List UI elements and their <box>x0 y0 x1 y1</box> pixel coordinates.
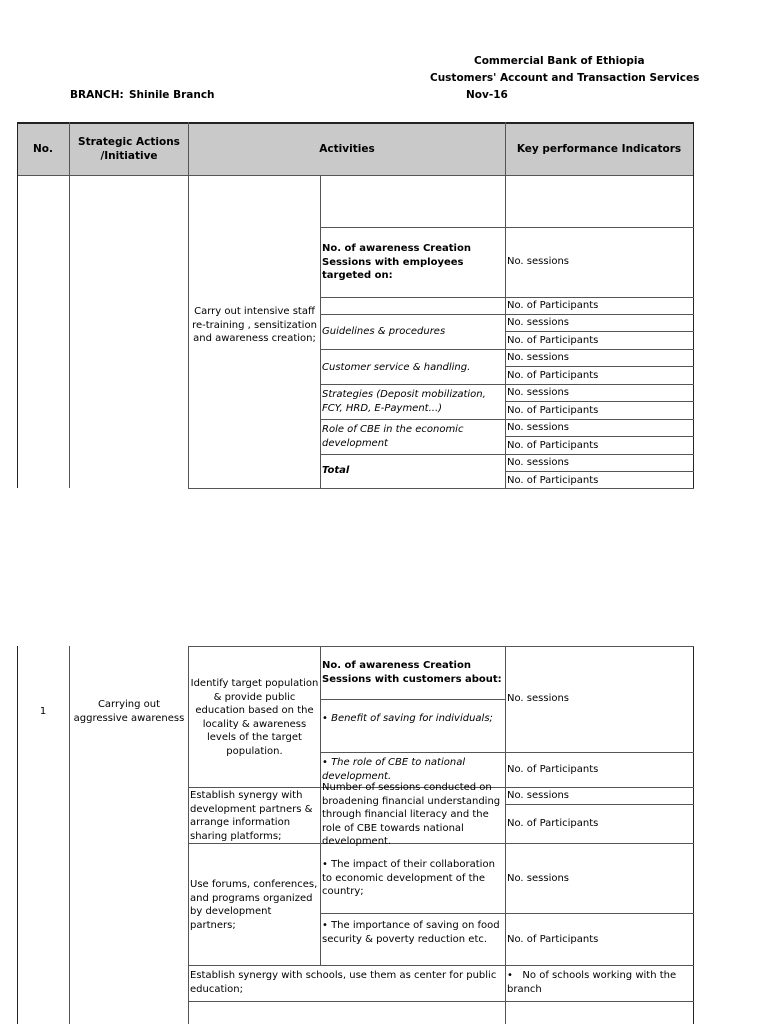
kpi-cell: No. sessions <box>507 387 570 398</box>
kpi-schools: • No of schools working with the branch <box>507 970 680 995</box>
topic-customer-service: Customer service & handling. <box>322 362 471 373</box>
row-number: 1 <box>39 706 47 717</box>
kpi-cell: No. of Participants <box>507 818 599 829</box>
bullet-benefit-saving: • Benefit of saving for individuals; <box>322 713 493 724</box>
kpi-cell: No. of Participants <box>507 764 599 775</box>
col-header-strategic: Strategic Actions /Initiative <box>78 136 180 162</box>
topic-strategies: Strategies (Deposit mobilization, FCY, HRD, E-Payment...) <box>322 389 489 414</box>
bank-name: Commercial Bank of Ethiopia <box>474 55 645 67</box>
kpi-cell: No. sessions <box>507 873 570 884</box>
kpi-cell: No. sessions <box>507 317 570 328</box>
topic-guidelines: Guidelines & procedures <box>322 326 446 337</box>
branch-name: Shinile Branch <box>129 89 215 101</box>
activity-synergy-schools: Establish synergy with schools, use them as center for public education; <box>190 970 500 995</box>
department-name: Customers' Account and Transaction Services <box>430 72 700 84</box>
topic-role-of-cbe: Role of CBE in the economic development <box>322 424 467 449</box>
kpi-cell: No. of Participants <box>507 370 599 381</box>
kpi-cell: No. sessions <box>507 457 570 468</box>
kpi-cell: No. sessions <box>507 693 570 704</box>
col-header-activities: Activities <box>319 143 375 155</box>
activity-use-forums: Use forums, conferences, and programs organized by development partners; <box>190 879 321 931</box>
activity-identify-target: Identify target population & provide public education based on the locality & awareness levels of the target population. <box>190 678 319 757</box>
topic-total: Total <box>322 465 350 476</box>
strategic-action: Carrying out aggressive awareness <box>73 699 185 724</box>
period: Nov-16 <box>466 89 508 101</box>
kpi-cell: No. sessions <box>507 790 570 801</box>
kpi-cell: No. of Participants <box>507 440 599 451</box>
sessions-conducted-text: Number of sessions conducted on broadening financial understanding through financial literacy and the role of CBE towards national development. <box>322 782 504 847</box>
employee-sessions-heading: No. of awareness Creation Sessions with employees targeted on: <box>322 243 475 281</box>
kpi-cell: No. sessions <box>507 256 570 267</box>
branch-label: BRANCH: <box>70 89 124 101</box>
kpi-cell: No. of Participants <box>507 475 599 486</box>
customer-sessions-heading: No. of awareness Creation Sessions with customers about: <box>322 660 502 685</box>
col-header-no: No. <box>33 143 53 155</box>
col-header-kpi: Key performance Indicators <box>516 143 682 155</box>
kpi-cell: No. of Participants <box>507 335 599 346</box>
kpi-cell: No. of Participants <box>507 934 599 945</box>
bullet-role-of-cbe: • The role of CBE to national development. <box>322 757 469 782</box>
bullet-impact-collaboration: • The impact of their collaboration to economic development of the country; <box>322 859 499 897</box>
activity-synergy-partners: Establish synergy with development partners & arrange information sharing platforms; <box>190 790 316 842</box>
kpi-cell: No. sessions <box>507 422 570 433</box>
kpi-cell: No. of Participants <box>507 300 599 311</box>
kpi-cell: No. of Participants <box>507 405 599 416</box>
activity-staff-retraining: Carry out intensive staff re-training , sensitization and awareness creation; <box>192 306 321 344</box>
bullet-importance-saving: • The importance of saving on food security & poverty reduction etc. <box>322 920 503 945</box>
kpi-cell: No. sessions <box>507 352 570 363</box>
